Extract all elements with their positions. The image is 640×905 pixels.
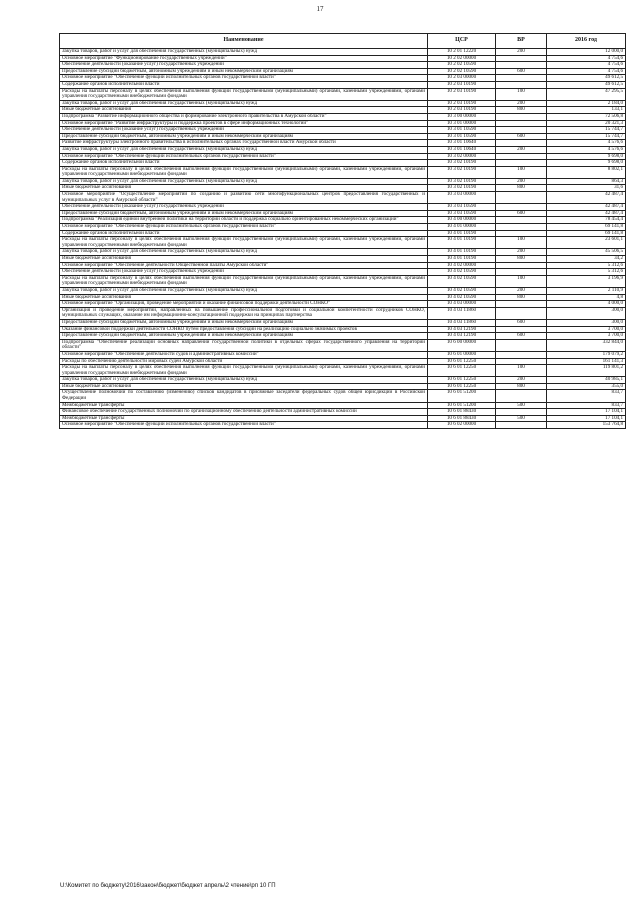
row-sum: 833,7 — [547, 390, 626, 402]
row-sum: 119 801,2 — [547, 365, 626, 377]
row-vr: 100 — [496, 275, 547, 287]
row-name: Иные бюджетные ассигнования — [60, 256, 428, 263]
row-csr: 10 2 03 00000 — [428, 75, 496, 82]
row-csr: 10 3 01 10640 — [428, 140, 496, 147]
row-sum: 153 764,8 — [547, 422, 626, 429]
row-vr — [496, 224, 547, 231]
row-sum: 300,0 — [547, 319, 626, 326]
table-row — [60, 390, 626, 402]
file-path-footer: U:\Комитет по бюджету\2016\закон\бюджет\бюджет апрель\2 чтение\рп 10 ГП — [60, 883, 276, 889]
table-row — [60, 339, 626, 351]
row-vr: 600 — [496, 68, 547, 75]
row-sum: 332 844,0 — [547, 339, 626, 351]
row-name: Основное мероприятие "Осуществление мероприятий по созданию и развитию сети многофункциональных центров предоставления государственных и муниципальных услуг в Амурской области" — [60, 192, 428, 204]
row-csr: 10 4 03 11860 — [428, 319, 496, 326]
row-name: Закупка товаров, работ и услуг для обеспечения государственных (муниципальных) нужд — [60, 377, 428, 384]
row-csr: 10 6 00 00000 — [428, 339, 496, 351]
row-sum: 161 141,3 — [547, 358, 626, 365]
row-csr: 10 2 03 10190 — [428, 88, 496, 100]
row-sum: 45 506,5 — [547, 249, 626, 256]
row-vr: 800 — [496, 383, 547, 390]
row-sum: 42 487,4 — [547, 192, 626, 204]
row-vr — [496, 75, 547, 82]
row-vr: 200 — [496, 249, 547, 256]
row-name: Иные бюджетные ассигнования — [60, 107, 428, 114]
row-name: Расходы на выплаты персоналу в целях обеспечения выполнения функций государственными (муниципальными) органами, казенными учреждениями, органами управления государственными внебюджетными фондами — [60, 166, 428, 178]
table-row — [60, 377, 626, 384]
row-name: Закупка товаров, работ и услуг для обеспечения государственных (муниципальных) нужд — [60, 178, 428, 185]
row-sum: 78 454,4 — [547, 217, 626, 224]
row-sum: 300,0 — [547, 307, 626, 319]
row-vr: 800 — [496, 256, 547, 263]
row-name: Предоставление субсидий бюджетным, автономным учреждениям и иным некоммерческим организациям — [60, 68, 428, 75]
row-sum: 15 744,7 — [547, 133, 626, 140]
row-sum: 47 295,5 — [547, 88, 626, 100]
row-csr: 10 3 01 10590 — [428, 127, 496, 134]
table-row — [60, 146, 626, 153]
row-name: Финансовое обеспечение государственных полномочий по организационному обеспечению деятельности административных комиссий — [60, 409, 428, 416]
row-vr — [496, 192, 547, 204]
row-csr: 10 2 02 10590 — [428, 62, 496, 69]
row-name: Закупка товаров, работ и услуг для обеспечения государственных (муниципальных) нужд — [60, 287, 428, 294]
row-vr — [496, 422, 547, 429]
row-sum: 17 104,1 — [547, 415, 626, 422]
row-sum: 3 700,0 — [547, 326, 626, 333]
row-csr: 10 2 03 10190 — [428, 100, 496, 107]
row-csr: 10 4 00 00000 — [428, 217, 496, 224]
row-csr: 10 6 01 88430 — [428, 415, 496, 422]
row-csr: 10 6 01 12250 — [428, 377, 496, 384]
row-sum: 42 487,4 — [547, 204, 626, 211]
row-csr: 10 3 01 10590 — [428, 133, 496, 140]
row-sum: 12 000,0 — [547, 49, 626, 56]
row-vr: 600 — [496, 210, 547, 217]
row-sum: 20 321,3 — [547, 120, 626, 127]
row-vr: 600 — [496, 133, 547, 140]
header-sum: 2016 год — [547, 34, 626, 49]
table-row — [60, 365, 626, 377]
row-sum: 179 079,2 — [547, 351, 626, 358]
header-csr: ЦСР — [428, 34, 496, 49]
row-csr: 10 6 01 51200 — [428, 402, 496, 409]
row-csr: 10 6 01 12250 — [428, 358, 496, 365]
budget-table — [59, 33, 626, 429]
row-sum: 4,8 — [547, 294, 626, 301]
row-sum: 17 104,1 — [547, 409, 626, 416]
row-name: Обеспечение деятельности (оказание услуг) государственных учреждений — [60, 62, 428, 69]
row-sum: 34,2 — [547, 256, 626, 263]
row-name: Предоставление субсидий бюджетным, автономным учреждениям и иным некоммерческим организациям — [60, 210, 428, 217]
row-csr: 10 4 03 00000 — [428, 301, 496, 308]
row-name: Основное мероприятие "Обеспечение функций исполнительных органов государственной власти" — [60, 422, 428, 429]
row-name: Основное мероприятие "Организация, проведение мероприятий и оказание финансовой поддержки деятельности СОНКО" — [60, 301, 428, 308]
table-row — [60, 178, 626, 185]
table-row — [60, 166, 626, 178]
row-vr — [496, 351, 547, 358]
row-csr: 10 4 01 10190 — [428, 256, 496, 263]
row-vr: 200 — [496, 49, 547, 56]
row-name: Расходы на выплаты персоналу в целях обеспечения выполнения функций государственными (муниципальными) органами, казенными учреждениями, органами управления государственными внебюджетными фондами — [60, 275, 428, 287]
row-name: Закупка товаров, работ и услуг для обеспечения государственных (муниципальных) нужд — [60, 146, 428, 153]
row-name: Подпрограмма "Развитие информационного общества и формирование электронного правительства в Амурской области" — [60, 113, 428, 120]
row-csr: 10 2 02 10590 — [428, 68, 496, 75]
row-csr: 10 4 03 11860 — [428, 307, 496, 319]
row-name: Межбюджетные трансферты — [60, 415, 428, 422]
row-name: Обеспечение деятельности (оказание услуг) государственных учреждений — [60, 127, 428, 134]
row-name: Межбюджетные трансферты — [60, 402, 428, 409]
row-vr: 800 — [496, 107, 547, 114]
row-csr: 10 3 02 10190 — [428, 178, 496, 185]
row-name: Расходы на выплаты персоналу в целях обеспечения выполнения функций государственными (муниципальными) органами, казенными учреждениями, органами управления государственными внебюджетными фондами — [60, 365, 428, 377]
row-vr — [496, 113, 547, 120]
row-csr: 10 2 03 10190 — [428, 81, 496, 88]
row-sum: 864,3 — [547, 178, 626, 185]
row-sum: 4 576,6 — [547, 146, 626, 153]
row-sum: 133,1 — [547, 107, 626, 114]
row-name: Предоставление субсидий бюджетным, автономным учреждениям и иным некоммерческим организациям — [60, 319, 428, 326]
row-csr: 10 4 02 10590 — [428, 294, 496, 301]
row-csr: 10 6 01 00000 — [428, 351, 496, 358]
header-name: Наименование — [60, 34, 428, 49]
row-csr: 10 6 01 88430 — [428, 409, 496, 416]
row-csr: 10 4 03 12190 — [428, 333, 496, 340]
row-sum: 9 698,0 — [547, 153, 626, 160]
row-name: Основное мероприятие "Обеспечение функций исполнительных органов государственной власти" — [60, 75, 428, 82]
row-csr: 10 6 01 12250 — [428, 365, 496, 377]
row-name: Предоставление субсидий бюджетным, автономным учреждениям и иным некоммерческим организациям — [60, 133, 428, 140]
row-vr — [496, 120, 547, 127]
row-sum: 4 576,6 — [547, 140, 626, 147]
row-sum: 9 698,0 — [547, 160, 626, 167]
row-name: Обеспечение деятельности (оказание услуг) государственных учреждений — [60, 269, 428, 276]
row-sum: 69 141,8 — [547, 224, 626, 231]
row-vr: 200 — [496, 100, 547, 107]
row-sum: 833,7 — [547, 402, 626, 409]
row-csr: 10 2 02 00000 — [428, 55, 496, 62]
row-csr: 10 2 03 10190 — [428, 107, 496, 114]
row-csr: 10 3 01 00000 — [428, 120, 496, 127]
row-name: Развитие инфраструктуры электронного правительства в исполнительных органах государственной власти Амурской области — [60, 140, 428, 147]
row-csr: 10 3 03 00000 — [428, 192, 496, 204]
row-sum: 2 184,0 — [547, 100, 626, 107]
row-sum: 4 754,6 — [547, 62, 626, 69]
row-sum: 69 141,8 — [547, 230, 626, 237]
row-vr — [496, 339, 547, 351]
table-row — [60, 351, 626, 358]
row-sum: 2 110,9 — [547, 287, 626, 294]
row-csr: 10 3 01 10640 — [428, 146, 496, 153]
table-row — [60, 307, 626, 319]
row-vr — [496, 301, 547, 308]
row-name: Оказание финансовой поддержки деятельности СОНКО путем предоставления субсидий на реализацию социально значимых проектов — [60, 326, 428, 333]
row-vr: 100 — [496, 237, 547, 249]
row-vr: 200 — [496, 287, 547, 294]
table-row — [60, 192, 626, 204]
row-vr: 500 — [496, 415, 547, 422]
row-csr: 10 3 02 10190 — [428, 160, 496, 167]
row-name: Расходы по обеспечению деятельности мировых судей Амурской области — [60, 358, 428, 365]
row-name: Иные бюджетные ассигнования — [60, 383, 428, 390]
row-name: Расходы на выплаты персоналу в целях обеспечения выполнения функций государственными (муниципальными) органами, казенными учреждениями, органами управления государственными внебюджетными фондами — [60, 88, 428, 100]
table-header-row — [60, 34, 626, 49]
row-csr: 10 4 03 12190 — [428, 326, 496, 333]
row-sum: 23 601,1 — [547, 237, 626, 249]
table-row — [60, 275, 626, 287]
row-name: Организация и проведение мероприятий, направленных на повышение профессиональной подготовки и социальной компетентности сотрудников СОНКО, муниципальных служащих, оказание им информационно-консультационной поддержки на принципах партнерства — [60, 307, 428, 319]
row-name: Подпрограмма "Обеспечение реализации основных направлений государственной политики в отдельных сферах государственного управления на территории области" — [60, 339, 428, 351]
row-vr — [496, 262, 547, 269]
row-name: Иные бюджетные ассигнования — [60, 294, 428, 301]
row-name: Закупка товаров, работ и услуг для обеспечения государственных (муниципальных) нужд — [60, 249, 428, 256]
row-vr: 800 — [496, 185, 547, 192]
row-name: Основное мероприятие "Обеспечение деятельности судов и административных комиссий" — [60, 351, 428, 358]
row-csr: 10 6 01 51200 — [428, 390, 496, 402]
row-vr: 100 — [496, 166, 547, 178]
row-name: Основное мероприятие "Развитие инфраструктуры и поддержка проектов в сфере информационных технологий" — [60, 120, 428, 127]
row-sum: 3 196,9 — [547, 275, 626, 287]
row-name: Осуществление полномочий по составлению (изменению) списков кандидатов в присяжные заседатели федеральных судов общей юрисдикции в Российской Федерации — [60, 390, 428, 402]
row-name: Основное мероприятие "Обеспечение функций исполнительных органов государственной власти" — [60, 224, 428, 231]
row-name: Закупка товаров, работ и услуг для обеспечения государственных (муниципальных) нужд — [60, 100, 428, 107]
row-csr: 10 3 00 00000 — [428, 113, 496, 120]
row-vr: 100 — [496, 88, 547, 100]
row-sum: 40 985,1 — [547, 377, 626, 384]
table-body — [60, 49, 626, 429]
header-vr: ВР — [496, 34, 547, 49]
row-csr: 10 4 01 10190 — [428, 230, 496, 237]
row-csr: 10 6 01 12250 — [428, 383, 496, 390]
table-row — [60, 287, 626, 294]
row-csr: 10 4 02 00000 — [428, 262, 496, 269]
row-name: Предоставление субсидий бюджетным, автономным учреждениям и иным некоммерческим организациям — [60, 333, 428, 340]
row-name: Обеспечение деятельности (оказание услуг) государственных учреждений — [60, 204, 428, 211]
row-csr: 10 4 01 10190 — [428, 237, 496, 249]
row-name: Расходы на выплаты персоналу в целях обеспечения выполнения функций государственными (муниципальными) органами, казенными учреждениями, органами управления государственными внебюджетными фондами — [60, 237, 428, 249]
row-vr: 200 — [496, 377, 547, 384]
row-csr: 10 4 02 10590 — [428, 287, 496, 294]
row-sum: 72 506,8 — [547, 113, 626, 120]
row-vr — [496, 307, 547, 319]
page-number: 17 — [316, 5, 324, 13]
row-csr: 10 4 02 10590 — [428, 269, 496, 276]
row-sum: 8 802,1 — [547, 166, 626, 178]
row-csr: 10 3 03 10590 — [428, 210, 496, 217]
row-csr: 10 3 02 00000 — [428, 153, 496, 160]
row-csr: 10 3 02 10190 — [428, 185, 496, 192]
row-csr: 10 2 01 12220 — [428, 49, 496, 56]
row-name: Основное мероприятие "Обеспечение деятельности Общественной палаты Амурской области" — [60, 262, 428, 269]
row-sum: 42 487,4 — [547, 210, 626, 217]
row-vr — [496, 153, 547, 160]
row-name: Закупка товаров, работ и услуг для обеспечения государственных (муниципальных) нужд — [60, 49, 428, 56]
row-vr: 200 — [496, 178, 547, 185]
row-csr: 10 3 03 10590 — [428, 204, 496, 211]
row-csr: 10 3 02 10190 — [428, 166, 496, 178]
row-sum: 5 312,6 — [547, 262, 626, 269]
row-name: Содержание органов исполнительной власти — [60, 230, 428, 237]
row-sum: 15 744,7 — [547, 127, 626, 134]
row-sum: 5 312,6 — [547, 269, 626, 276]
row-vr: 800 — [496, 294, 547, 301]
row-sum: 4 000,0 — [547, 301, 626, 308]
row-csr: 10 4 02 10590 — [428, 275, 496, 287]
row-vr: 200 — [496, 146, 547, 153]
row-csr: 10 4 01 00000 — [428, 224, 496, 231]
row-name: Основное мероприятие "Обеспечение функций исполнительных органов государственной власти" — [60, 153, 428, 160]
row-sum: 3 700,0 — [547, 333, 626, 340]
table-row — [60, 409, 626, 416]
row-name: Иные бюджетные ассигнования — [60, 185, 428, 192]
row-vr: 100 — [496, 365, 547, 377]
row-sum: 355,0 — [547, 383, 626, 390]
row-sum: 4 754,6 — [547, 68, 626, 75]
row-vr — [496, 217, 547, 224]
row-name: Содержание органов исполнительной власти — [60, 160, 428, 167]
row-csr: 10 6 02 00000 — [428, 422, 496, 429]
row-vr: 600 — [496, 319, 547, 326]
table-row — [60, 100, 626, 107]
row-sum: 49 612,5 — [547, 75, 626, 82]
table-row — [60, 249, 626, 256]
row-vr — [496, 55, 547, 62]
row-csr: 10 4 01 10190 — [428, 249, 496, 256]
table-row — [60, 88, 626, 100]
row-name: Содержание органов исполнительной власти — [60, 81, 428, 88]
row-sum: 4 754,6 — [547, 55, 626, 62]
row-name: Основное мероприятие "Функционирование государственных учреждений" — [60, 55, 428, 62]
table-row — [60, 422, 626, 429]
row-vr: 500 — [496, 402, 547, 409]
row-vr — [496, 390, 547, 402]
row-vr: 600 — [496, 333, 547, 340]
row-name: Подпрограмма "Реализация единой внутренней политики на территории области и поддержка социально ориентированных некоммерческих организаций" — [60, 217, 428, 224]
row-sum: 31,6 — [547, 185, 626, 192]
row-sum: 49 612,5 — [547, 81, 626, 88]
